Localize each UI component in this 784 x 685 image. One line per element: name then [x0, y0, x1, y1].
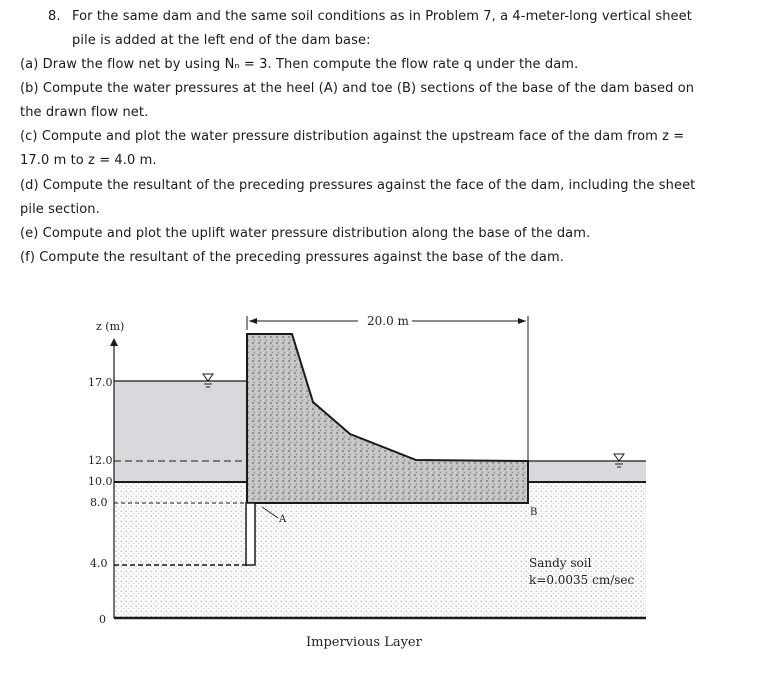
downstream-water — [528, 461, 646, 482]
part-b-line-2: the drawn flow net. — [20, 105, 149, 120]
part-f: (f) Compute the resultant of the preceding pressures against the base of the dam. — [20, 250, 564, 265]
part-e: (e) Compute and plot the uplift water pressure distribution along the base of the dam. — [20, 226, 591, 241]
part-d-line-1: (d) Compute the resultant of the preceding pressures against the face of the dam, including the sheet — [20, 178, 696, 193]
z-label-8: 8.0 — [90, 496, 108, 509]
dimension-label: 20.0 m — [367, 314, 409, 328]
z-label-0: 0 — [99, 613, 106, 626]
part-c-line-2: 17.0 m to z = 4.0 m. — [20, 153, 157, 168]
impervious-layer-label: Impervious Layer — [306, 635, 422, 650]
soil-name: Sandy soil — [529, 556, 592, 570]
point-a-label: A — [279, 514, 287, 525]
intro-line-1: For the same dam and the same soil conditions as in Problem 7, a 4-meter-long vertical sheet — [72, 9, 692, 24]
concrete-dam — [247, 334, 528, 503]
dimension-arrow-left — [249, 318, 257, 324]
z-label-12: 12.0 — [88, 454, 113, 467]
problem-number: 8. — [48, 9, 61, 24]
point-b-label: B — [530, 507, 538, 518]
axis-label: z (m) — [96, 320, 125, 333]
z-axis-arrow — [110, 338, 118, 346]
upstream-water — [114, 381, 247, 482]
dimension-arrow-right — [518, 318, 526, 324]
sheet-pile — [246, 503, 255, 565]
z-label-10: 10.0 — [88, 475, 113, 488]
part-d-line-2: pile section. — [20, 202, 100, 217]
part-c-line-1: (c) Compute and plot the water pressure distribution against the upstream face of the dam from z = — [20, 129, 685, 144]
z-label-17: 17.0 — [88, 376, 113, 389]
part-a: (a) Draw the flow net by using Nₙ = 3. Then compute the flow rate q under the dam. — [20, 57, 579, 72]
part-b-line-1: (b) Compute the water pressures at the heel (A) and toe (B) sections of the base of the dam based on — [20, 81, 695, 96]
intro-line-2: pile is added at the left end of the dam base: — [72, 33, 371, 48]
z-label-4: 4.0 — [90, 557, 108, 570]
soil-permeability: k=0.0035 cm/sec — [529, 573, 635, 587]
